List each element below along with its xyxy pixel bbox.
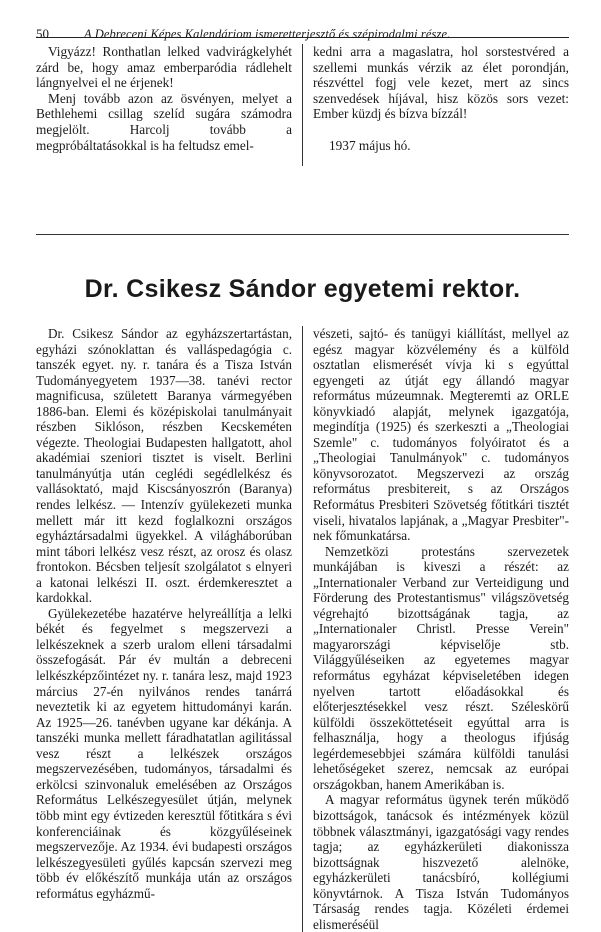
- article-right-paragraph-1: vészeti, sajtó- és tanügyi kiállítást, mellyel az egész magyar közvélemény és a külföld osztatlan elismerését vívja ki s egyúttal egyengeti az útját egy állandó magyar református múzeumnak. Megteremti az ORLE könyvkiadó alapját, melynek igazgatója, megindítja (1925) és szerkeszti a „Theologiai Szemle" c. tudományos folyóiratot és a „Theologiai Tanulmányok" c. tudományos könyvsorozatot. Megszervezi az ország református presbitereit, s az Országos Református Presbiteri Szövetség főtitkári tisztét viseli, hivatalos lapjának, a „Magyar Presbiter"-nek főmunkatársa.: [313, 326, 569, 544]
- top-right-column: [302, 44, 569, 166]
- page-number: 50: [36, 26, 49, 41]
- section-divider: [36, 234, 569, 235]
- article-right-column: [303, 326, 569, 932]
- top-right-paragraph-1: kedni arra a magaslatra, hol sorstestvéred a szellemi munkás vérzik az élet porondján, részvéttel fogj vele kezet, mert az sincs szenvedések híjával, hisz közös sors vezet: Ember küzdj és bízva bízzál!: [313, 44, 569, 122]
- top-left-paragraph-2: Menj tovább azon az ösvényen, melyet a Bethlehemi csillag szelíd sugára számodra megjelölt. Harcolj tovább a megpróbáltatásokkal is ha feltudsz emel-: [36, 90, 292, 153]
- article-title: Dr. Csikesz Sándor egyetemi rektor.: [84, 275, 521, 303]
- article-right-paragraph-2: Nemzetközi protestáns szervezetek munkájában is kiveszi a részét: az „Internationaler Verband zur Verteidigung und Förderung des Protestantismus" világszövetség végrehajtó bizottságának tagja, az „Internationaler Christl. Presse Verein" magyarországi képviselője stb. Világgyűléseiken az egyetemes magyar református egyházat képviseletében idegen nyelven tartott előadásokkal és előterjesztésekkel vesz részt. Széleskörű külföldi összeköttetéseit egyúttal arra is felhasználja, hogy a theologus ifjúság legérdemesebbjei számára külföldi tanulási lehetőségeket szerez, nemcsak az európai országokban, hanem Amerikában is.: [313, 543, 569, 792]
- top-left-paragraph-1: Vigyázz! Ronthatlan lelked vadvirágkelyhét zárd be, hogy amaz emberparódia rádlehelt lángnyelvei el ne érjenek!: [36, 44, 292, 91]
- article-left-paragraph-1: Dr. Csikesz Sándor az egyházszertartástan, egyházi szónoklattan és valláspedagógia c. tanszék egyet. ny. r. tanára és a Tisza István Tudományegyetem 1937—38. tanévi rector magnificusa, született Baranya vármegyében 1886-ban. Elemi és középiskolai tanulmányait részben Siklóson, részben Kecskeméten végezte. Theologiai Budapesten hallgatott, ahol akadémiai szeniori tisztet is viselt. Berlini tanulmányútja után ceglédi segédlelkész és vallásoktató, majd Kiscsányoszrón (Baranya) rendes lelkész. — Intenzív gyülekezeti munka mellett már itt kezd foglalkozni országos egyháztársadalmi ügyekkel. A világháborúban mint tábori lelkész vesz részt, az orosz és olasz frontokon. Bécsben teljesít szolgálatot s elnyeri a katonai lelkészi II. oszt. érdemkeresztet a kardokkal.: [36, 326, 292, 606]
- article-left-column: [36, 326, 303, 932]
- top-left-column: [36, 44, 302, 234]
- poem-continuation: [36, 44, 569, 234]
- running-title: A Debreceni Képes Kalendáriom ismeretterjesztő és szépirodalmi része.: [84, 27, 451, 41]
- page-header: [36, 0, 569, 41]
- closing-date: 1937 május hó.: [329, 137, 411, 153]
- article-left-paragraph-2: Gyülekezetébe hazatérve helyreállítja a lelki békét és fegyelmet s megszervezi a lelkészeknek a szerb uralom elleni társadalmi összefogását. Pár év multán a debreceni lelkészképzőintézet ny. r. tanára lesz, majd 1923 március 27-én nyilvános rendes tanárrá neveztetik ki az egyetem hittudományi karán. Az 1925—26. tanévben ugyane kar dékánja. A tanszéki munka mellett fáradhatatlan agilitással vesz részt a lelkészek országos megszervezésében, tudományos, társadalmi és erkölcsi szinvonaluk emelésében az Országos Református Lelkészegyesület útján, melynek több mint egy évtizeden keresztül főtitkára s évi konferenciáinak és közgyűléseinek megszervezője. Az 1934. évi budapesti országos lelkészegyesületi gyűlés kapcsán szervezi meg több év előkészítő munkája után az országos református egyházmű-: [36, 605, 292, 901]
- article-right-paragraph-3: A magyar református ügynek terén működő bizottságok, tanácsok és intézmények közül többnek választmányi, igazgatósági vagy rendes tagja; az egyházkerületi diakonissza bizottságnak hiszvezető alelnöke, egyházkerületi tanácsbíró, kollégiumi könyvtárnok. A Tisza István Tudományos Társaság rendes tagja. Közéleti érdemei elismeréséül: [313, 792, 569, 932]
- article-body: [36, 326, 569, 932]
